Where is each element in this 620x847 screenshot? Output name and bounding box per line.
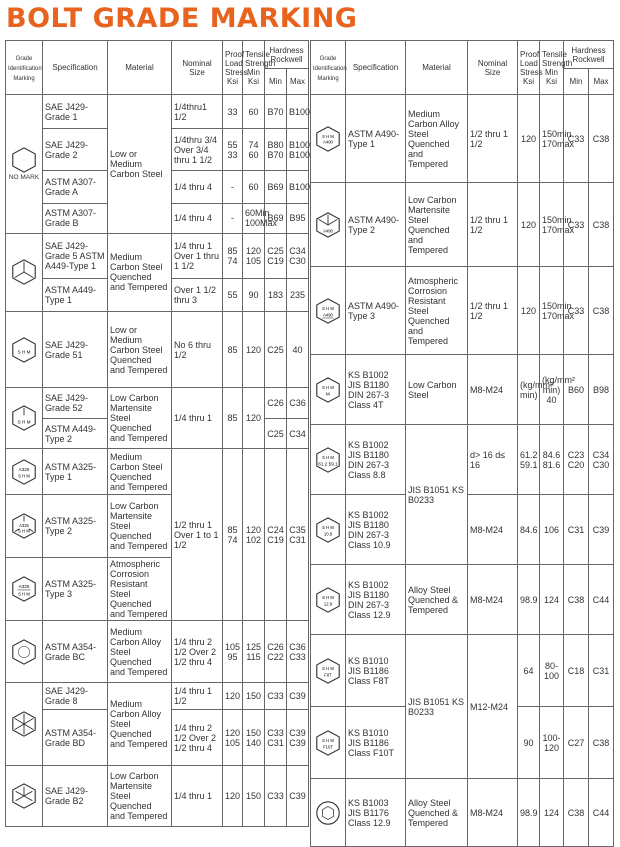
spec-cell: ASTM A354-Grade BC	[43, 621, 108, 683]
shm-text: S H M	[18, 473, 30, 479]
mark-a490-type1	[311, 95, 346, 183]
mark-class-4t	[311, 355, 346, 425]
hmax-cell: B100	[287, 95, 309, 129]
hmin-cell: C25 C19	[265, 233, 287, 278]
hmin-cell: C24 C19	[265, 449, 287, 621]
proof-cell: 98.9	[518, 565, 540, 635]
tensile-cell: 120 105	[243, 233, 265, 278]
tensile-cell: 100-120	[540, 707, 564, 779]
size-cell: 1/2 thru 1 1/2	[468, 183, 518, 267]
spec-cell: ASTM A490-Type 2	[346, 183, 406, 267]
size-cell: Over 1 1/2 thru 3	[172, 278, 223, 311]
hmax-cell: B98	[589, 355, 614, 425]
hmax-cell: 40	[287, 311, 309, 387]
hmin-cell: C23 C20	[564, 425, 589, 495]
hmax-cell: B100	[287, 171, 309, 203]
spec-cell: KS B1010 JIS B1186 Class F8T	[346, 635, 406, 707]
spec-cell: SAE J429-Grade 52	[43, 388, 108, 419]
hmin-cell: C25	[265, 419, 287, 449]
a490-text: A490	[323, 312, 333, 318]
hmin-cell: C18	[564, 635, 589, 707]
spec-cell: ASTM A490-Type 1	[346, 95, 406, 183]
spec-cell: ASTM A449-Type 2	[43, 419, 108, 449]
spec-cell: KS B1003 JIS B1176 Class 12.9	[346, 779, 406, 847]
mark-class-f8t	[311, 635, 346, 707]
hmax-cell: B100 B100	[287, 129, 309, 171]
size-cell: M8-M24	[468, 355, 518, 425]
material-cell: Low Carbon Martensite Steel Quenched and Tempered	[406, 183, 468, 267]
size-cell: 1/2 thru 1 Over 1 to 1 1/2	[172, 449, 223, 621]
proof-cell: 85 74	[223, 449, 243, 621]
hmax-cell: C36	[287, 388, 309, 419]
class-8-8-text: 61.2 59.1	[318, 461, 338, 467]
header-proof-load: Proof Load Stress Ksi	[223, 41, 243, 95]
header-max: Max	[287, 69, 309, 95]
material-cell: Alloy Steel Quenched & Tempered	[406, 565, 468, 635]
m-text: M	[326, 391, 330, 397]
hmax-cell: C38	[589, 183, 614, 267]
spec-cell: ASTM A354-Grade BD	[43, 710, 108, 765]
hmin-cell: C38	[564, 565, 589, 635]
spec-cell: ASTM A490-Type 3	[346, 267, 406, 355]
tensile-cell: 150 140	[243, 710, 265, 765]
tensile-cell: 150min 170max	[540, 183, 564, 267]
tensile-cell: 60	[243, 95, 265, 129]
mark-grade-52	[6, 388, 43, 449]
spec-cell: SAE J429-Grade 2	[43, 129, 108, 171]
mark-a325-type1	[6, 449, 43, 494]
proof-cell: 55 33	[223, 129, 243, 171]
tensile-cell: 125 115	[243, 621, 265, 683]
shm-text: S H M	[322, 305, 334, 311]
hex-f8t-icon	[314, 657, 342, 685]
svg-text:F8T: F8T	[324, 672, 332, 678]
hex-six-lines-icon	[10, 710, 38, 738]
tensile-cell: 60Min 100Max	[243, 203, 265, 233]
tensile-cell: 120	[243, 388, 265, 449]
hmin-cell: B80 B70	[265, 129, 287, 171]
proof-cell: 64	[518, 635, 540, 707]
no-mark-label: NO MARK	[8, 174, 40, 182]
shm-text: S H M	[17, 349, 31, 355]
shm-text: S H M	[322, 665, 334, 671]
hex-shm-m-icon	[314, 376, 342, 404]
header-max: Max	[589, 69, 614, 95]
mark-a325-type2	[6, 494, 43, 557]
material-cell: Low or Medium Carbon Steel	[108, 95, 172, 234]
header-material: Material	[406, 41, 468, 95]
hmax-cell: C34 C30	[287, 233, 309, 278]
shm-text: S H M	[322, 594, 334, 600]
size-cell: 1/4thru 3/4 Over 3/4 thru 1 1/2	[172, 129, 223, 171]
hmin-cell: C25	[265, 311, 287, 387]
hmax-cell: C44	[589, 779, 614, 847]
tensile-cell: 74 60	[243, 129, 265, 171]
material-cell: Low Carbon Martensite Steel Quenched and Tempered	[108, 388, 172, 449]
material-cell: Low Carbon Martensite Steel Quenched and Tempered	[108, 494, 172, 557]
proof-cell: 105 95	[223, 621, 243, 683]
proof-cell: 84.6	[518, 495, 540, 565]
spec-cell: KS B1010 JIS B1186 Class F10T	[346, 707, 406, 779]
hex-bc-icon	[10, 638, 38, 666]
mark-grade-b2	[6, 765, 43, 826]
a490-text: A490	[323, 139, 333, 145]
hmax-cell: C39	[287, 683, 309, 710]
proof-cell: 120	[223, 765, 243, 826]
mark-no-mark	[6, 95, 43, 234]
tensile-cell: 90	[243, 278, 265, 311]
proof-cell: 120 105	[223, 710, 243, 765]
hmin-cell: B69	[265, 171, 287, 203]
header-tensile: Tensile Strength Min Ksi	[540, 41, 564, 95]
svg-text:12.9: 12.9	[323, 601, 333, 607]
hmin-cell: B69	[265, 203, 287, 233]
hmax-cell: C38	[589, 95, 614, 183]
hmax-cell: C38	[589, 267, 614, 355]
size-cell: 1/4 thru 4	[172, 171, 223, 203]
header-hardness: Hardness Rockwell	[564, 41, 614, 69]
header-specification: Specification	[346, 41, 406, 95]
material-cell: Medium Carbon Alloy Steel Quenched and Tempered	[108, 621, 172, 683]
tensile-cell: 150min 170max	[540, 95, 564, 183]
tensile-cell: 150	[243, 765, 265, 826]
size-cell: 1/2 thru 1 1/2	[468, 95, 518, 183]
spec-cell: KS B1002 JIS B1180 DIN 267-3 Class 10.9	[346, 495, 406, 565]
spec-cell: SAE J429-Grade 1	[43, 95, 108, 129]
right-grade-table	[310, 40, 614, 847]
spec-cell: ASTM A307-Grade B	[43, 203, 108, 233]
material-cell: Low Carbon Martensite Steel Quenched and Tempered	[108, 765, 172, 826]
size-cell: 1/4 thru 2 1/2 Over 2 1/2 thru 4	[172, 710, 223, 765]
hex-a325-lines-icon	[10, 512, 38, 540]
size-cell: M8-M24	[468, 495, 518, 565]
mark-ks-b1003	[311, 779, 346, 847]
spec-cell: KS B1002 JIS B1180 DIN 267-3 Class 12.9	[346, 565, 406, 635]
hmin-cell: C33	[564, 267, 589, 355]
mark-class-f10t	[311, 707, 346, 779]
size-cell: 1/4 thru 1	[172, 388, 223, 449]
size-cell: M8-M24	[468, 565, 518, 635]
header-nominal-size: Nominal Size	[468, 41, 518, 95]
size-cell: 1/4 thru 1	[172, 765, 223, 826]
tensile-cell: 120 102	[243, 449, 265, 621]
mark-grade-5	[6, 233, 43, 311]
hmax-cell: 235	[287, 278, 309, 311]
hex-three-lines-icon	[10, 258, 38, 286]
spec-cell: SAE J429-Grade B2	[43, 765, 108, 826]
mark-class-10-9	[311, 495, 346, 565]
shm-text: S H M	[18, 528, 30, 534]
proof-cell: (kg/mm² min)	[518, 355, 540, 425]
tensile-cell: 84.6 81.6	[540, 425, 564, 495]
header-min: Min	[265, 69, 287, 95]
mark-a490-type3	[311, 267, 346, 355]
hmax-cell: C39	[287, 765, 309, 826]
hmax-cell: C31	[589, 635, 614, 707]
tensile-cell: 106	[540, 495, 564, 565]
spec-cell: ASTM A325-Type 3	[43, 557, 108, 620]
material-cell: Low Carbon Steel	[406, 355, 468, 425]
hex-a325-icon	[10, 458, 38, 486]
header-min: Min	[564, 69, 589, 95]
tensile-cell: 124	[540, 565, 564, 635]
hex-10-9-icon	[314, 516, 342, 544]
proof-cell: 33	[223, 95, 243, 129]
size-cell: 1/4 thru 1 Over 1 thru 1 1/2	[172, 233, 223, 278]
header-material: Material	[108, 41, 172, 95]
proof-cell: 98.9	[518, 779, 540, 847]
left-grade-table	[5, 40, 309, 827]
hmax-cell: C44	[589, 565, 614, 635]
size-cell: 1/2 thru 1 1/2	[468, 267, 518, 355]
proof-cell: 120	[518, 267, 540, 355]
hex-a490-underline-icon	[314, 297, 342, 325]
spec-cell: ASTM A325-Type 1	[43, 449, 108, 494]
shm-text: S H M	[322, 133, 334, 139]
shm-text: S H M	[322, 524, 334, 530]
proof-cell: 90	[518, 707, 540, 779]
proof-cell: 120	[518, 95, 540, 183]
spec-cell: SAE J429-Grade 5 ASTM A449-Type 1	[43, 233, 108, 278]
mark-a325-type3	[6, 557, 43, 620]
size-cell: No 6 thru 1/2	[172, 311, 223, 387]
a490-text: A490	[323, 227, 333, 233]
tensile-cell: 124	[540, 779, 564, 847]
hmin-cell: C33	[265, 683, 287, 710]
spec-cell: ASTM A449-Type 1	[43, 278, 108, 311]
shm-text: S H M	[18, 591, 30, 597]
page-title: BOLT GRADE MARKING	[6, 3, 358, 34]
shm-text: S H M	[322, 454, 334, 460]
a325-text: A325	[18, 584, 30, 590]
a325-text: A325	[19, 522, 29, 528]
hmin-cell: C33	[564, 183, 589, 267]
material-cell: Medium Carbon Alloy Steel Quenched and Tempered	[406, 95, 468, 183]
svg-text:10.9: 10.9	[323, 531, 333, 537]
svg-text:F10T: F10T	[323, 744, 333, 750]
tensile-cell: 80-100	[540, 635, 564, 707]
hmin-cell: C33	[265, 765, 287, 826]
header-tensile: Tensile Strength Min Ksi	[243, 41, 265, 95]
shm-text: S H M	[322, 384, 334, 390]
hex-a490-lines-icon	[314, 211, 342, 239]
header-grade-mark: Grade Identification Marking	[6, 41, 43, 95]
proof-cell: -	[223, 171, 243, 203]
hex-bolt-head-icon	[10, 146, 38, 174]
material-cell: Alloy Steel Quenched & Tempered	[406, 779, 468, 847]
material-cell: Atmospheric Corrosion Resistant Steel Quenched and Tempered	[406, 267, 468, 355]
material-cell: Medium Carbon Steel Quenched and Tempered	[108, 233, 172, 311]
mark-a490-type2	[311, 183, 346, 267]
hmin-cell: C27	[564, 707, 589, 779]
spec-cell: ASTM A307-Grade A	[43, 171, 108, 203]
shm-text: S H M	[322, 737, 334, 743]
size-cell: M8-M24	[468, 779, 518, 847]
size-cell: d> 16 d≤ 16	[468, 425, 518, 495]
hex-f10t-icon	[314, 729, 342, 757]
hmin-cell: C38	[564, 779, 589, 847]
hmax-cell: C39	[589, 495, 614, 565]
header-nominal-size: Nominal Size	[172, 41, 223, 95]
mark-a354-bc	[6, 621, 43, 683]
hmin-cell: C26	[265, 388, 287, 419]
hex-shm-icon	[10, 336, 38, 364]
header-grade-mark: Grade Identification Marking	[311, 41, 346, 95]
mark-grade-51	[6, 311, 43, 387]
proof-cell: 120	[518, 183, 540, 267]
spec-cell: KS B1002 JIS B1180 DIN 267-3 Class 8.8	[346, 425, 406, 495]
size-cell: M12-M24	[468, 635, 518, 779]
header-hardness: Hardness Rockwell	[265, 41, 309, 69]
proof-cell: 85 74	[223, 233, 243, 278]
hmin-cell: B60	[564, 355, 589, 425]
shm-text: S H M	[17, 419, 31, 425]
hmax-cell: C34	[287, 419, 309, 449]
size-cell: 1/4thru1 1/2	[172, 95, 223, 129]
tensile-cell: 150min 170max	[540, 267, 564, 355]
hmin-cell: C31	[564, 495, 589, 565]
spec-cell: SAE J429-Grade 8	[43, 683, 108, 710]
material-cell: Atmospheric Corrosion Resistant Steel Quenched and Tempered	[108, 557, 172, 620]
hmax-cell: C38	[589, 707, 614, 779]
hmax-cell: C35 C31	[287, 449, 309, 621]
hmin-cell: 183	[265, 278, 287, 311]
proof-cell: 85	[223, 388, 243, 449]
mark-class-8-8	[311, 425, 346, 495]
socket-head-icon	[314, 799, 342, 827]
size-cell: 1/4 thru 1 1/2	[172, 683, 223, 710]
material-cell: JIS B1051 KS B0233	[406, 425, 468, 565]
tensile-cell: (kg/mm² min) 40	[540, 355, 564, 425]
hmin-cell: C33	[564, 95, 589, 183]
tensile-cell: 120	[243, 311, 265, 387]
size-cell: 1/4 thru 4	[172, 203, 223, 233]
hmin-cell: B70	[265, 95, 287, 129]
hmin-cell: C26 C22	[265, 621, 287, 683]
spec-cell: KS B1002 JIS B1180 DIN 267-3 Class 4T	[346, 355, 406, 425]
hmax-cell: C39 C39	[287, 710, 309, 765]
hmin-cell: C33 C31	[265, 710, 287, 765]
tensile-cell: 60	[243, 171, 265, 203]
hex-12-9-icon	[314, 586, 342, 614]
a325-text: A325	[18, 466, 30, 472]
proof-cell: 85	[223, 311, 243, 387]
hex-a490-icon	[314, 125, 342, 153]
material-cell: Medium Carbon Steel Quenched and Tempered	[108, 449, 172, 494]
material-cell: JIS B1051 KS B0233	[406, 635, 468, 779]
hex-8-8-icon	[314, 446, 342, 474]
hex-b2-icon	[10, 782, 38, 810]
proof-cell: -	[223, 203, 243, 233]
proof-cell: 55	[223, 278, 243, 311]
size-cell: 1/4 thru 2 1/2 Over 2 1/2 thru 4	[172, 621, 223, 683]
material-cell: Medium Carbon Alloy Steel Quenched and Tempered	[108, 683, 172, 765]
hmax-cell: C34 C30	[589, 425, 614, 495]
spec-cell: ASTM A325-Type 2	[43, 494, 108, 557]
header-proof-load: Proof Load Stress Ksi	[518, 41, 540, 95]
tensile-cell: 150	[243, 683, 265, 710]
hmax-cell: C36 C33	[287, 621, 309, 683]
mark-grade-8	[6, 683, 43, 765]
proof-cell: 61.2 59.1	[518, 425, 540, 495]
material-cell: Low or Medium Carbon Steel Quenched and Tempered	[108, 311, 172, 387]
header-specification: Specification	[43, 41, 108, 95]
proof-cell: 120	[223, 683, 243, 710]
hmax-cell: B95	[287, 203, 309, 233]
hex-shm-lines-icon	[10, 404, 38, 432]
spec-cell: SAE J429-Grade 51	[43, 311, 108, 387]
hex-a325-underline-icon	[10, 575, 38, 603]
mark-class-12-9	[311, 565, 346, 635]
